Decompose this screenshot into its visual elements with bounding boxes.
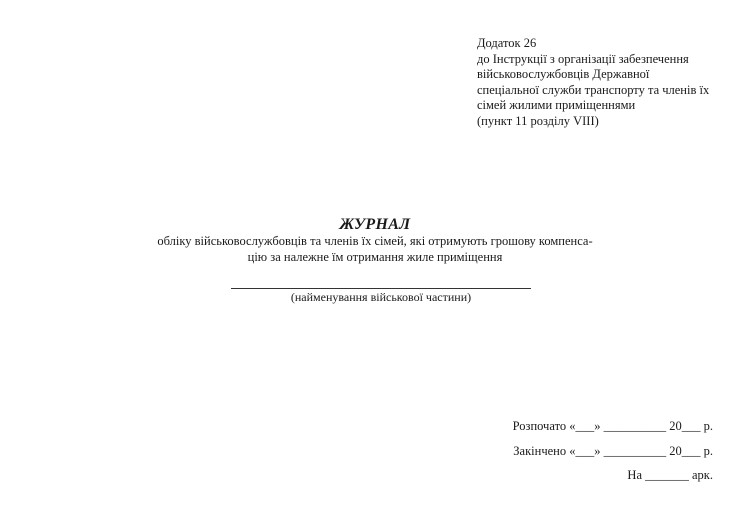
- appendix-line-4: спеціальної служби транспорту та членів їх: [477, 82, 710, 97]
- appendix-line-5: сімей жилими приміщеннями: [477, 98, 636, 113]
- finished-date-line: Закінчено «___» __________ 20___ р.: [513, 443, 713, 458]
- appendix-note: [477, 36, 739, 130]
- military-unit-fill-line: [231, 288, 531, 289]
- appendix-line-6: (пункт 11 розділу VIII): [477, 113, 599, 128]
- journal-subtitle: [0, 234, 750, 265]
- appendix-line-3: військовослужбовців Державної: [477, 67, 650, 82]
- subtitle-line-2: цію за належне їм отримання жиле приміщення: [247, 249, 503, 264]
- subtitle-line-1: обліку військовослужбовців та членів їх сімей, які отримують грошову компенса-: [157, 234, 593, 248]
- appendix-line-2: до Інструкції з організації забезпечення: [477, 51, 689, 66]
- military-unit-caption: (найменування військової частини): [290, 290, 472, 304]
- journal-dates-block: [440, 418, 713, 492]
- started-date-line: Розпочато «___» __________ 20___ р.: [512, 419, 713, 433]
- appendix-line-1: Додаток 26: [477, 36, 537, 50]
- journal-title: ЖУРНАЛ: [339, 216, 411, 233]
- sheet-count-line: На _______ арк.: [627, 468, 713, 482]
